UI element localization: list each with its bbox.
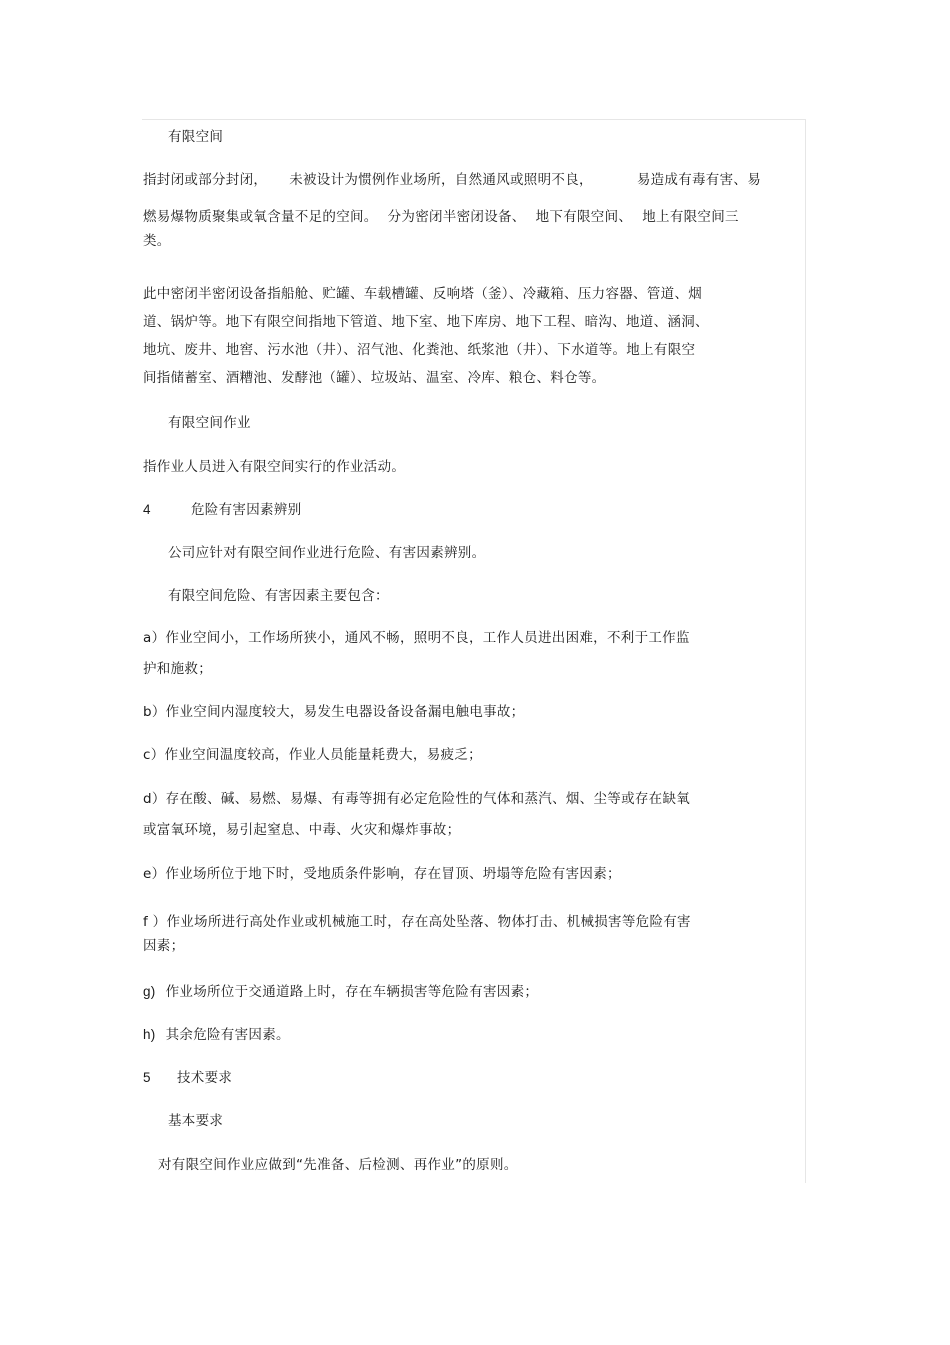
heading-confined-space: 有限空间 bbox=[168, 129, 224, 145]
list-item-d-line-2: 或富氧环境，易引起窒息、中毒、火灾和爆炸事故； bbox=[143, 822, 461, 838]
list-marker: h) bbox=[143, 1027, 156, 1042]
list-marker: g) bbox=[143, 984, 156, 999]
definition-part: 易造成有毒有害、易 bbox=[636, 172, 762, 188]
examples-line-1: 此中密闭半密闭设备指船舱、贮罐、车载槽罐、反响塔（釜）、冷藏箱、压力容器、管道、烟 bbox=[143, 286, 703, 302]
section-5-heading bbox=[143, 1070, 232, 1086]
definition-work: 指作业人员进入有限空间实行的作业活动。 bbox=[143, 459, 406, 475]
examples-line-4: 间指储蓄室、酒糟池、发酵池（罐）、垃圾站、温室、冷库、粮仓、料仓等。 bbox=[143, 370, 606, 386]
list-item-f-line-2: 因素； bbox=[143, 938, 185, 954]
definition-line-2 bbox=[143, 209, 739, 225]
list-text: 作业场所位于交通道路上时，存在车辆损害等危险有害因素； bbox=[165, 984, 539, 1000]
section-4-list-intro: 有限空间危险、有害因素主要包含： bbox=[168, 588, 389, 604]
heading-confined-work: 有限空间作业 bbox=[168, 415, 251, 431]
examples-line-3: 地坑、废井、地窖、污水池（井）、沼气池、化粪池、纸浆池（井）、下水道等。地上有限空 bbox=[143, 342, 696, 358]
definition-part: 地上有限空间三 bbox=[642, 209, 739, 225]
definition-line-1 bbox=[143, 172, 761, 188]
definition-part: 指封闭或部分封闭， bbox=[143, 172, 268, 188]
section-title: 危险有害因素辨别 bbox=[191, 502, 302, 518]
list-item-c: c）作业空间温度较高，作业人员能量耗费大，易疲乏； bbox=[143, 747, 482, 763]
list-item-a-line-1: a）作业空间小，工作场所狭小，通风不畅，照明不良，工作人员进出困难，不利于工作监 bbox=[143, 630, 690, 646]
definition-line-3: 类。 bbox=[143, 233, 171, 249]
section-title: 技术要求 bbox=[177, 1070, 233, 1086]
definition-part: 地下有限空间、 bbox=[535, 209, 633, 225]
section-4-heading bbox=[143, 502, 301, 518]
section-number: 4 bbox=[143, 502, 151, 517]
list-item-b: b）作业空间内湿度较大，易发生电器设备设备漏电触电事故； bbox=[143, 704, 525, 720]
section-5-text: 对有限空间作业应做到“先准备、后检测、再作业”的原则。 bbox=[158, 1157, 518, 1173]
section-5-subheading: 基本要求 bbox=[168, 1113, 224, 1129]
list-item-a-line-2: 护和施救； bbox=[143, 661, 212, 677]
definition-part: 分为密闭半密闭设备、 bbox=[387, 209, 526, 225]
list-item-d-line-1: d）存在酸、碱、易燃、易爆、有毒等拥有必定危险性的气体和蒸汽、烟、尘等或存在缺氧 bbox=[143, 791, 691, 807]
definition-part: 燃易爆物质聚集或氧含量不足的空间。 bbox=[143, 209, 378, 225]
list-item-f-line-1: f ）作业场所进行高处作业或机械施工时，存在高处坠落、物体打击、机械损害等危险有害 bbox=[143, 914, 691, 930]
list-item-h bbox=[143, 1027, 290, 1043]
list-item-g bbox=[143, 984, 538, 1000]
list-item-e: e）作业场所位于地下时，受地质条件影响，存在冒顶、坍塌等危险有害因素； bbox=[143, 866, 621, 882]
page-frame bbox=[142, 119, 806, 1183]
section-number: 5 bbox=[143, 1070, 151, 1085]
examples-line-2: 道、锅炉等。地下有限空间指地下管道、地下室、地下库房、地下工程、暗沟、地道、涵洞、 bbox=[143, 314, 709, 330]
list-text: 其余危险有害因素。 bbox=[165, 1027, 290, 1043]
section-4-intro: 公司应针对有限空间作业进行危险、有害因素辨别。 bbox=[168, 545, 486, 561]
definition-part: 未被设计为惯例作业场所，自然通风或照明不良， bbox=[289, 172, 593, 188]
